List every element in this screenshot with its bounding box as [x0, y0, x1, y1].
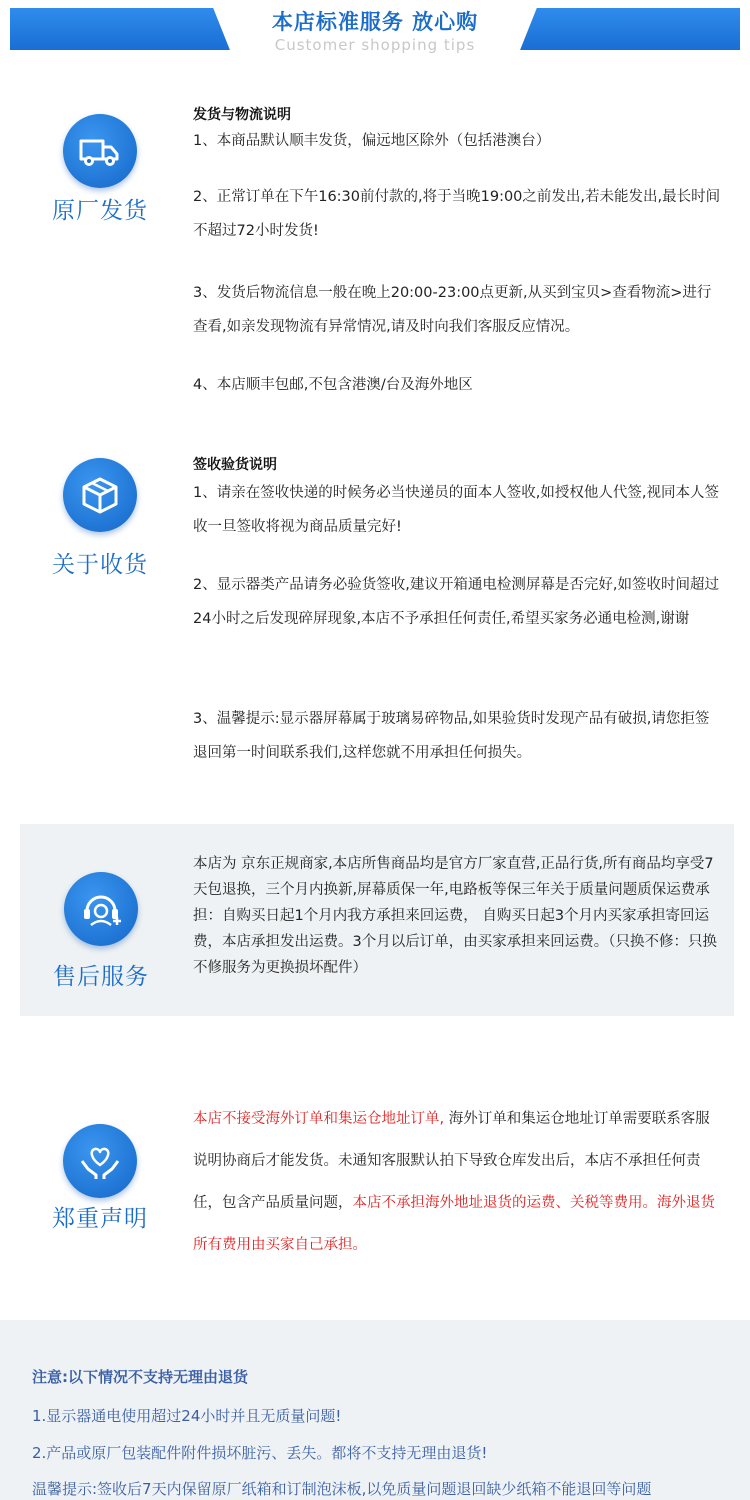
statement-warning-1: 本店不接受海外订单和集运仓地址订单, — [193, 1111, 445, 1127]
receiving-heading: 签收验货说明 — [193, 457, 277, 473]
after-sales-text: 本店为 京东正规商家,本店所售商品均是官方厂家直营,正品行货,所有商品均享受7天包退换，三个月内换新,屏幕质保一年,电路板等保三年关于质量问题质保运费承担：自购买日起1个月内我方承担来回运费， 自购买日起3个月内买家承担寄回运费，本店承担发出运费。3个月以后订单，由买家承担来回运费。（只换不修：只换不修服务为更换损坏配件） — [193, 856, 717, 976]
receiving-item-2: 2、显示器类产品请务必验货签收,建议开箱通电检测屏幕是否完好,如签收时间超过24小时之后发现碎屏现象,本店不予承担任何责任,希望买家务必通电检测,谢谢 — [193, 577, 719, 627]
receiving-section — [0, 440, 750, 800]
shipping-item-1: 1、本商品默认顺丰发货，偏远地区除外（包括港澳台） — [193, 133, 551, 149]
notice-panel — [0, 1320, 750, 1500]
statement-warning-2: 本店不承担海外地址退货的运费、关税等费用。海外退货所有费用由买家自己承担。 — [193, 1195, 715, 1253]
truck-icon — [63, 114, 137, 188]
receiving-item-3: 3、温馨提示:显示器屏幕属于玻璃易碎物品,如果验货时发现产品有破损,请您拒签退回第一时间联系我们,这样您就不用承担任何损失。 — [193, 711, 710, 761]
page-title: 本店标准服务 放心购 — [271, 10, 479, 34]
shipping-item-2: 2、正常订单在下午16:30前付款的,将于当晚19:00之前发出,若未能发出,最长时间不超过72小时发货! — [193, 189, 721, 239]
receiving-label: 关于收货 — [52, 552, 148, 578]
after-sales-panel — [20, 824, 734, 1016]
statement-section — [0, 1080, 750, 1280]
page-header — [0, 0, 750, 62]
heart-in-hands-icon — [63, 1124, 137, 1198]
receiving-item-1: 1、请亲在签收快递的时候务必当快递员的面本人签收,如授权他人代签,视同本人签收一旦签收将视为商品质量完好! — [193, 485, 719, 535]
statement-body: 海外订单和集运仓地址订单需要联系客服说明协商后才能发货。未通知客服默认拍下导致仓库发出后，本店不承担任何责任，包含产品质量问题， — [193, 1111, 710, 1211]
notice-item-2: 2.产品或原厂包装配件附件损坏脏污、丢失。都将不支持无理由退货! — [32, 1444, 488, 1462]
shipping-item-4: 4、本店顺丰包邮,不包含港澳/台及海外地区 — [193, 377, 473, 393]
package-box-icon — [63, 458, 137, 532]
statement-text — [193, 1098, 723, 1266]
shipping-item-3: 3、发货后物流信息一般在晚上20:00-23:00点更新,从买到宝贝>查看物流>进行查看,如亲发现物流有异常情况,请及时向我们客服反应情况。 — [193, 285, 712, 335]
notice-item-3: 温馨提示:签收后7天内保留原厂纸箱和订制泡沫板,以免质量问题退回缺少纸箱不能退回等问题 — [32, 1480, 652, 1498]
shipping-label: 原厂发货 — [52, 198, 148, 224]
notice-item-1: 1.显示器通电使用超过24小时并且无质量问题! — [32, 1407, 342, 1425]
shipping-heading: 发货与物流说明 — [193, 107, 291, 123]
page-subtitle: Customer shopping tips — [274, 36, 476, 54]
after-sales-label: 售后服务 — [53, 964, 149, 990]
notice-title: 注意:以下情况不支持无理由退货 — [32, 1368, 249, 1386]
statement-label: 郑重声明 — [52, 1206, 148, 1232]
shipping-section — [0, 62, 750, 422]
customer-service-headset-icon — [64, 872, 138, 946]
